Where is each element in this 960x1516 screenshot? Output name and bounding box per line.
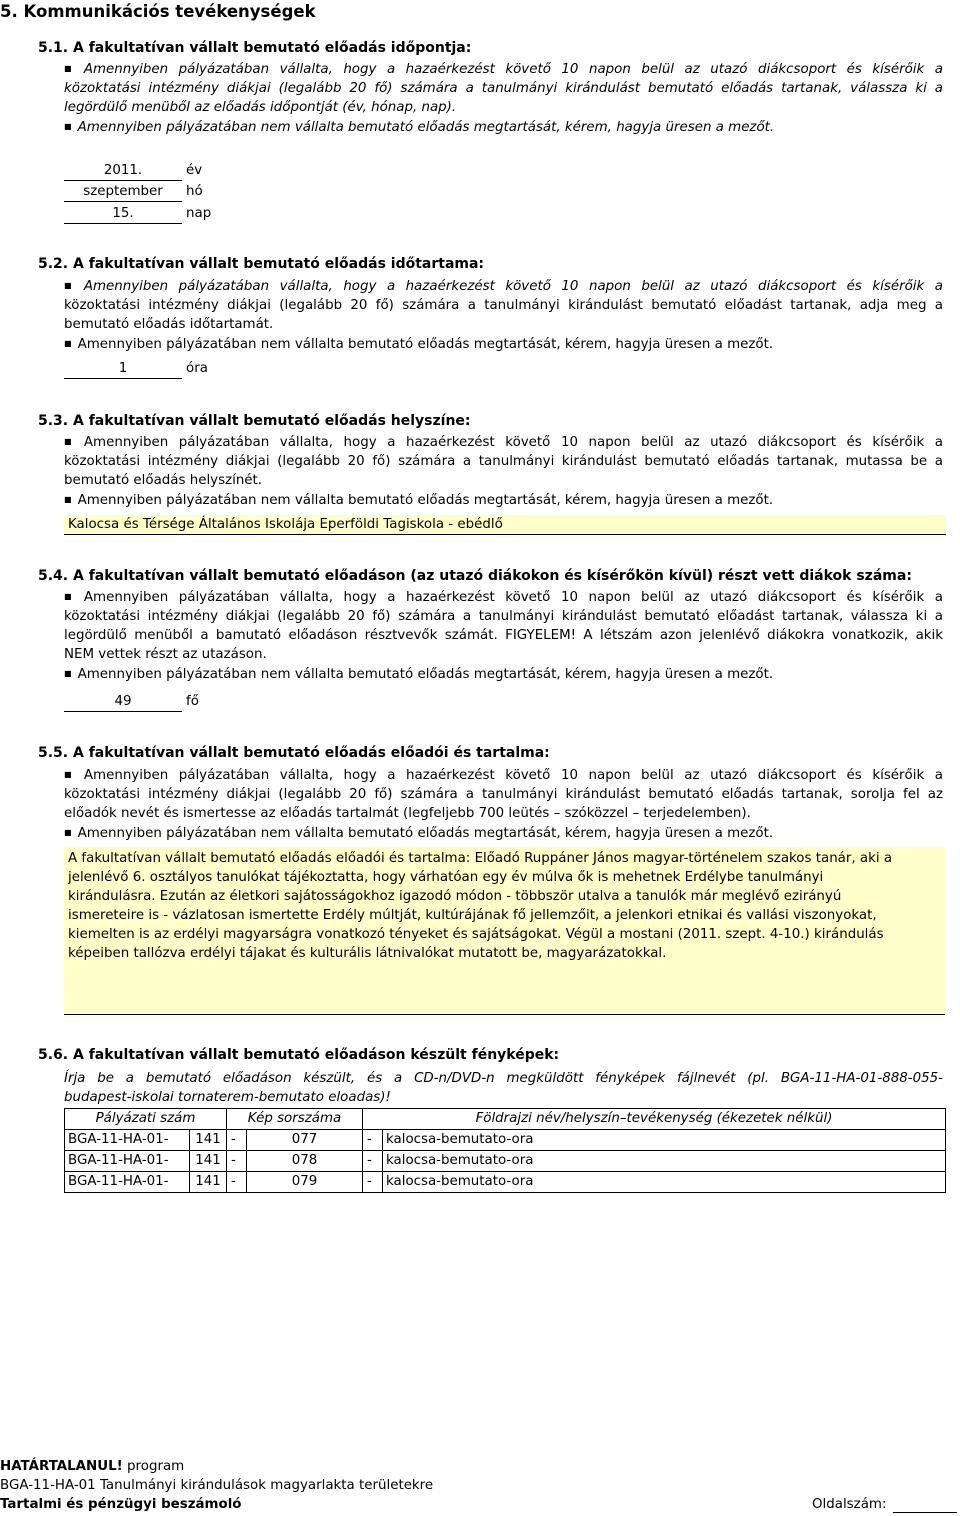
instr-line: ■ Amennyiben pályázatában vállalta, hogy a hazaérkezést követő 10 napon belül az utazó diákcsoport és kísérőik a [64, 59, 943, 79]
instr-line: ■ Amennyiben pályázatában vállalta, hogy a hazaérkezést követő 10 napon belül az utazó diákcsoport és kísérőik a [64, 765, 943, 785]
footer-subtitle: BGA-11-HA-01 Tanulmányi kirándulások magyarlakta területekre [0, 1478, 434, 1493]
footer-program [0, 1459, 184, 1474]
instr-line: közoktatási intézmény diákjai (legalább 20 fő) számára a tanulmányi kirándulást bemutató előadás tartanak, mutassa be a [64, 454, 943, 469]
instr-line: bemutató előadás helyszínét. [64, 473, 263, 488]
header-image-number: Kép sorszáma [227, 1109, 363, 1130]
presentation-content-textarea[interactable] [64, 847, 945, 1015]
day-unit: nap [186, 206, 212, 221]
content-line: ismereteire is - vázlatosan ismertette Erdély múltját, kultúrájának fő jellemzőit, a jelenkori etnikai és vallási viszonyokat, [68, 908, 877, 923]
empty-note: ■ Amennyiben pályázatában nem vállalta bemutató előadás megtartását, kérem, hagyja üresen a mezőt. [64, 117, 943, 137]
footer-program-suffix: program [122, 1459, 185, 1474]
venue-input[interactable] [64, 515, 946, 535]
content-line: kirándulásra. Ezután az életkori sajátosságokhoz igazodó módon - többször utalva a tanulók már meglévő ezirányú [68, 889, 842, 904]
section-5-3-title: 5.3. A fakultatívan vállalt bemutató előadás helyszíne: [38, 413, 471, 429]
year-select[interactable]: 2011. [64, 162, 182, 181]
section-5-1-instructions [64, 59, 943, 137]
table-row [65, 1130, 946, 1151]
section-5-2-title: 5.2. A fakultatívan vállalt bemutató előadás időtartama: [38, 256, 485, 272]
row-sequence[interactable]: 079 [247, 1172, 363, 1193]
instr-line: legördülő menüből a bamutató előadáson résztvevők számát. FIGYELEM! A létszám azon jelenlévő diákokra vonatkozik, akik [64, 628, 943, 643]
row-place[interactable]: kalocsa-bemutato-ora [383, 1130, 946, 1151]
instr-line: Írja be a bemutató előadáson készült, és a CD-n/DVD-n megküldött fényképek fájlnevét (pl. BGA-11-HA-01-888-055- [64, 1071, 943, 1086]
row-dash: - [363, 1151, 383, 1172]
instr-line: előadók nevét és ismertesse az előadás tartalmát (legfeljebb 700 leütés – szóközzel – terjedelemben). [64, 806, 751, 821]
instr-line: legördülő menüből az előadás időpontját (év, hónap, nap). [64, 100, 457, 115]
row-sequence[interactable]: 078 [247, 1151, 363, 1172]
footer-program-name: HATÁRTALANUL! [0, 1459, 123, 1474]
row-number[interactable]: 141 [190, 1130, 227, 1151]
section-5-6-instructions [64, 1069, 943, 1107]
month-unit: hó [186, 184, 203, 199]
day-select[interactable]: 15. [64, 205, 182, 224]
instr-line: közoktatási intézmény diákjai (legalább 20 fő) számára a tanulmányi kirándulást bemutató előadást tartanak, adja meg a [64, 298, 943, 313]
footer-page-number-line [893, 1512, 957, 1513]
content-line: képeiben tallózva erdélyi tájakat és kulturális látnivalókat mutatott be, magyarázatokkal. [68, 946, 667, 961]
footer-page-label: Oldalszám: [812, 1497, 887, 1512]
content-line: jelenlévő 6. osztályos tanulókat tájékoztatta, hogy várhatóan egy év múlva ők is mehetnek Erdélybe tanulmányi [68, 870, 824, 885]
section-5-1-title: 5.1. A fakultatívan vállalt bemutató előadás időpontja: [38, 40, 472, 56]
instr-line: ■ Amennyiben pályázatában vállalta, hogy a hazaérkezést követő 10 napon belül az utazó diákcsoport és kísérőik a [64, 432, 943, 452]
row-number[interactable]: 141 [190, 1151, 227, 1172]
instr-line: NEM vettek részt az utazáson. [64, 647, 267, 662]
instr-line: ■ Amennyiben pályázatában vállalta, hogy a hazaérkezést követő 10 napon belül az utazó diákcsoport és kísérőik a [64, 587, 943, 607]
header-location: Földrajzi név/helyszín–tevékenység (ékezetek nélkül) [363, 1109, 946, 1130]
footer-report-title: Tartalmi és pénzügyi beszámoló [0, 1497, 242, 1512]
instr-line: közoktatási intézmény diákjai (legalább 20 fő) számára a tanulmányi kirándulást bemutató előadást tartanak, válassza ki a [64, 609, 943, 624]
content-line: kiemelten is az erdélyi magyarságra vonatkozó tényeket és sajátságokat. Végül a mostani (2011. szept. 4-10.) kirándulás [68, 927, 884, 942]
duration-unit: óra [186, 361, 208, 376]
duration-select[interactable]: 1 [64, 360, 182, 379]
venue-value: Kalocsa és Térsége Általános Iskolája Eperföldi Tagiskola - ebédlő [68, 517, 503, 532]
table-row [65, 1151, 946, 1172]
month-select[interactable]: szeptember [64, 183, 182, 202]
instr-line: ■ Amennyiben pályázatában vállalta, hogy a hazaérkezést követő 10 napon belül az utazó diákcsoport és kísérőik a [64, 276, 943, 296]
row-dash: - [227, 1130, 247, 1151]
row-number[interactable]: 141 [190, 1172, 227, 1193]
header-application-number: Pályázati szám [65, 1109, 227, 1130]
content-line: A fakultatívan vállalt bemutató előadás előadói és tartalma: Előadó Ruppáner János magyar-történelem szakos tanár, aki a [68, 851, 893, 866]
photos-table [64, 1108, 946, 1193]
instr-line: bemutató előadás időtartamát. [64, 317, 274, 332]
empty-note: ■ Amennyiben pályázatában nem vállalta bemutató előadás megtartását, kérem, hagyja üresen a mezőt. [64, 664, 943, 684]
row-prefix: BGA-11-HA-01- [65, 1151, 190, 1172]
instr-line: közoktatási intézmény diákjai (legalább 20 fő) számára a tanulmányi kirándulást bemutató előadás tartanak, sorolja fel az [64, 787, 943, 802]
row-prefix: BGA-11-HA-01- [65, 1172, 190, 1193]
row-prefix: BGA-11-HA-01- [65, 1130, 190, 1151]
instr-line: budapest-iskolai tornaterem-bemutato eloadas)! [64, 1090, 391, 1105]
empty-note: ■ Amennyiben pályázatában nem vállalta bemutató előadás megtartását, kérem, hagyja üresen a mezőt. [64, 823, 943, 843]
row-place[interactable]: kalocsa-bemutato-ora [383, 1172, 946, 1193]
empty-note: ■ Amennyiben pályázatában nem vállalta bemutató előadás megtartását, kérem, hagyja üresen a mezőt. [64, 334, 943, 354]
row-dash: - [227, 1172, 247, 1193]
section-5-2-instructions [64, 276, 943, 354]
year-unit: év [186, 163, 203, 178]
row-sequence[interactable]: 077 [247, 1130, 363, 1151]
section-5-5-title: 5.5. A fakultatívan vállalt bemutató előadás előadói és tartalma: [38, 745, 550, 761]
table-row [65, 1172, 946, 1193]
empty-note: ■ Amennyiben pályázatában nem vállalta bemutató előadás megtartását, kérem, hagyja üresen a mezőt. [64, 490, 943, 510]
row-place[interactable]: kalocsa-bemutato-ora [383, 1151, 946, 1172]
section-5-3-instructions [64, 432, 943, 510]
section-5-4-title: 5.4. A fakultatívan vállalt bemutató előadáson (az utazó diákokon és kísérőkön kívül) részt vett diákok száma: [38, 568, 912, 584]
attendees-unit: fő [186, 694, 199, 709]
attendees-select[interactable]: 49 [64, 693, 182, 712]
row-dash: - [363, 1130, 383, 1151]
section-5-5-instructions [64, 765, 943, 843]
row-dash: - [363, 1172, 383, 1193]
section-5-4-instructions [64, 587, 943, 684]
instr-line: közoktatási intézmény diákjai (legalább 20 fő) számára a tanulmányi kirándulást bemutató előadás tartanak, válassza ki a [64, 81, 943, 96]
table-header-row [65, 1109, 946, 1130]
section-5-6-title: 5.6. A fakultatívan vállalt bemutató előadáson készült fényképek: [38, 1047, 560, 1063]
row-dash: - [227, 1151, 247, 1172]
page-title: 5. Kommunikációs tevékenységek [0, 2, 316, 21]
